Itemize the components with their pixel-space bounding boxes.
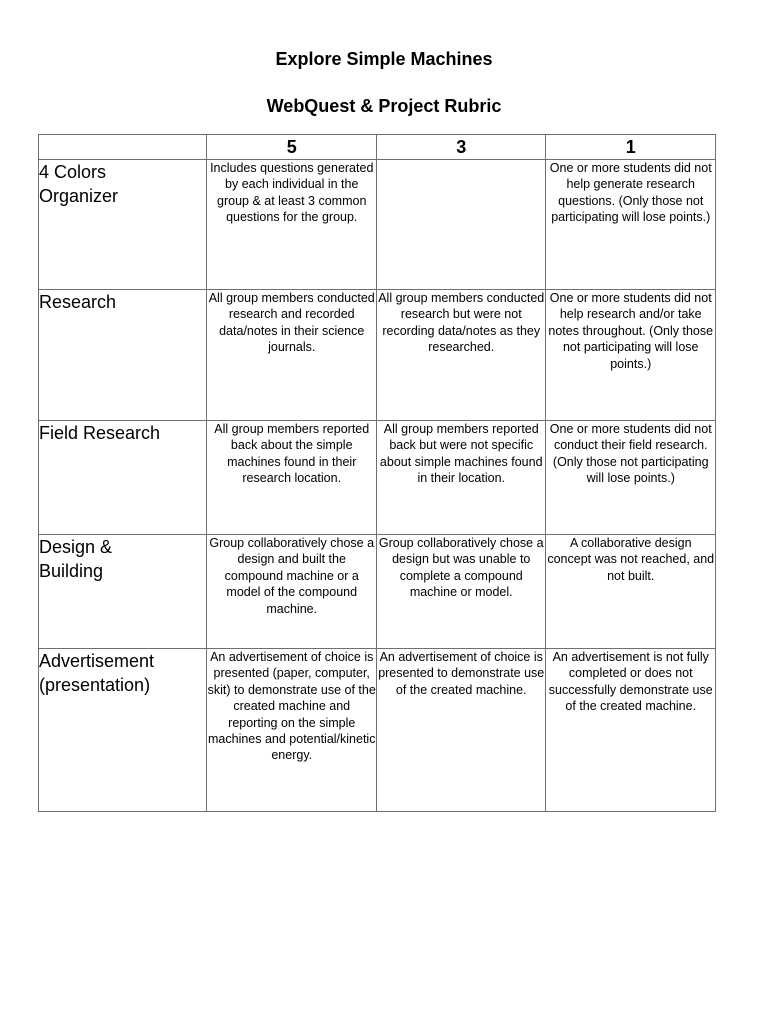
criterion-label: Advertisement (presentation) [39,649,207,812]
rubric-table [38,134,716,812]
criterion-label: Field Research [39,421,207,535]
rubric-cell-score-1: One or more students did not help research and/or take notes throughout. (Only those not participating will lose points.) [546,290,716,421]
page-subtitle: WebQuest & Project Rubric [266,96,502,116]
rubric-cell-score-5: Group collaboratively chose a design and built the compound machine or a model of the compound machine. [207,535,377,649]
criterion-label: 4 Colors Organizer [39,160,207,290]
rubric-cell-score-1: One or more students did not help generate research questions. (Only those not participating will lose points.) [546,160,716,290]
rubric-cell-score-3: An advertisement of choice is presented to demonstrate use of the created machine. [376,649,546,812]
score-header-3: 3 [376,135,546,160]
rubric-header-row [39,135,716,160]
criterion-label: Research [39,290,207,421]
rubric-row-advertisement [39,649,716,812]
rubric-cell-score-5: An advertisement of choice is presented (paper, computer, skit) to demonstrate use of the created machine and reporting on the simple machines and potential/kinetic energy. [207,649,377,812]
page-title: Explore Simple Machines [275,49,493,69]
score-header-5: 5 [207,135,377,160]
rubric-cell-score-1: One or more students did not conduct their field research. (Only those not participating will lose points.) [546,421,716,535]
rubric-cell-score-3: All group members conducted research but were not recording data/notes as they researched. [376,290,546,421]
rubric-cell-score-5: All group members reported back about the simple machines found in their research location. [207,421,377,535]
rubric-corner-cell [39,135,207,160]
rubric-row-field-research [39,421,716,535]
rubric-row-colors-organizer [39,160,716,290]
score-header-1: 1 [546,135,716,160]
rubric-cell-score-5: All group members conducted research and recorded data/notes in their science journals. [207,290,377,421]
rubric-cell-score-1: A collaborative design concept was not reached, and not built. [546,535,716,649]
rubric-cell-score-1: An advertisement is not fully completed or does not successfully demonstrate use of the created machine. [546,649,716,812]
rubric-cell-score-5: Includes questions generated by each individual in the group & at least 3 common questions for the group. [207,160,377,290]
rubric-cell-score-3 [376,160,546,290]
rubric-cell-score-3: All group members reported back but were not specific about simple machines found in their location. [376,421,546,535]
criterion-label: Design & Building [39,535,207,649]
rubric-row-research [39,290,716,421]
rubric-row-design-building [39,535,716,649]
rubric-cell-score-3: Group collaboratively chose a design but was unable to complete a compound machine or model. [376,535,546,649]
